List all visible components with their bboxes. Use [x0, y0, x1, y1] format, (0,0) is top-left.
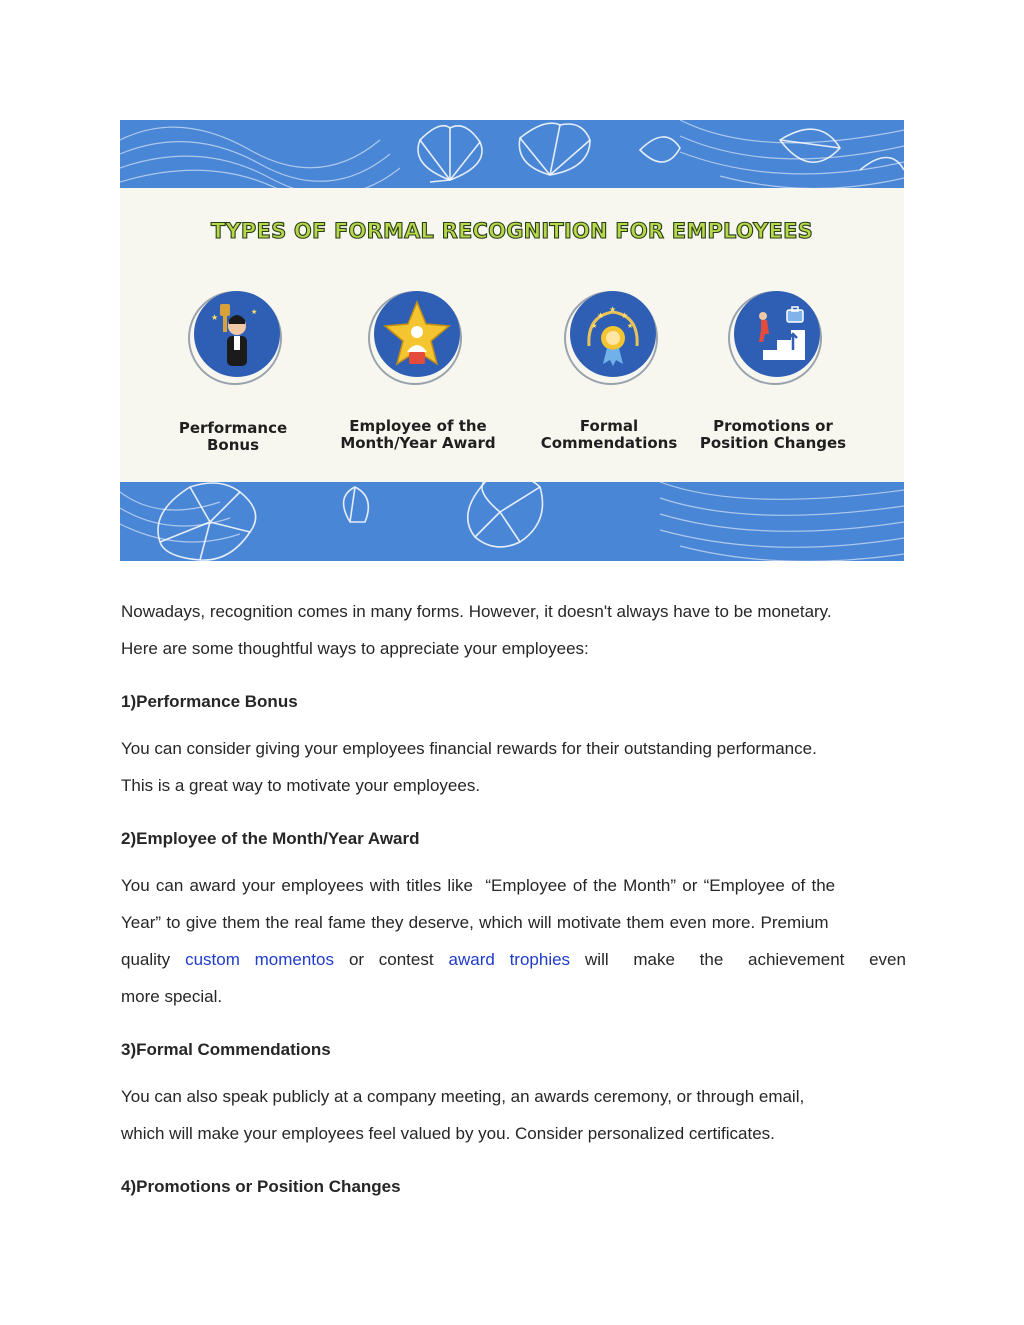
person-holding-trophy-icon — [187, 290, 283, 386]
banner-title: TYPES OF FORMAL RECOGNITION FOR EMPLOYEES — [211, 219, 813, 243]
section-heading-promotions: 4)Promotions or Position Changes — [121, 1177, 401, 1196]
text-line: You can consider giving your employees financial rewards for their outstanding performance. — [121, 739, 817, 758]
leaf-pattern-icon — [120, 482, 904, 561]
badge-label-performance-bonus — [143, 420, 323, 454]
badge-promotions — [727, 290, 823, 386]
text-segment: quality — [121, 950, 171, 969]
badge-performance-bonus — [187, 290, 283, 386]
badge-label-line: Employee of the — [349, 417, 487, 435]
badge-label-line: Month/Year Award — [340, 434, 496, 452]
svg-text:★: ★ — [609, 305, 617, 314]
svg-text:★: ★ — [211, 313, 219, 322]
text-line: which will make your employees feel valued by you. Consider personalized certificates. — [121, 1124, 775, 1143]
text-line: You can also speak publicly at a company meeting, an awards ceremony, or through email, — [121, 1087, 805, 1106]
text-segment: or contest — [348, 950, 434, 969]
badge-label-line: Bonus — [206, 436, 260, 454]
badge-label-line: Commendations — [540, 434, 678, 452]
recognition-infographic — [120, 120, 904, 561]
bottom-leaf-band — [120, 482, 904, 561]
text-line — [121, 904, 906, 941]
climbing-stairs-briefcase-icon — [727, 290, 823, 386]
svg-text:★: ★ — [621, 311, 629, 320]
text-line: Here are some thoughtful ways to appreciate your employees: — [121, 639, 589, 658]
section-heading-employee-award: 2)Employee of the Month/Year Award — [121, 829, 420, 848]
text-line — [121, 941, 906, 978]
text-line: more special. — [121, 987, 223, 1006]
svg-text:★: ★ — [597, 311, 605, 320]
text-line: Nowadays, recognition comes in many forms. However, it doesn't always have to be monetary. — [121, 602, 832, 621]
intro-paragraph — [121, 593, 905, 667]
svg-text:★: ★ — [627, 322, 634, 330]
award-trophies-link[interactable]: award trophies — [448, 950, 571, 969]
section-heading-performance-bonus: 1)Performance Bonus — [121, 692, 298, 711]
custom-momentos-link[interactable]: custom momentos — [185, 950, 334, 969]
badge-label-line: Position Changes — [699, 434, 847, 452]
svg-text:★: ★ — [591, 322, 598, 330]
badge-label-promotions — [683, 418, 863, 452]
award-ribbon-stars-icon — [563, 290, 659, 386]
text-segment: will make the achievement even — [585, 950, 906, 969]
badge-label-line: Performance — [178, 419, 288, 437]
text-segment: You can award your employees with titles like “Employee of the Month” or “Employee of the — [121, 876, 836, 895]
text-line: This is a great way to motivate your employees. — [121, 776, 481, 795]
section-heading-formal-commendations: 3)Formal Commendations — [121, 1040, 331, 1059]
svg-text:★: ★ — [251, 308, 258, 316]
badge-employee-award — [367, 290, 463, 386]
top-leaf-band — [120, 120, 904, 188]
star-person-icon — [367, 290, 463, 386]
badge-label-formal-commendations — [519, 418, 699, 452]
section-body-formal-commendations — [121, 1078, 905, 1152]
text-segment: Year” to give them the real fame they deserve, which will motivate them even more. Premium — [121, 913, 829, 932]
badge-label-line: Promotions or — [713, 417, 833, 435]
section-body-employee-award — [121, 867, 906, 1015]
badge-formal-commendations — [563, 290, 659, 386]
badge-label-line: Formal — [579, 417, 639, 435]
section-body-performance-bonus — [121, 730, 905, 804]
text-line — [121, 867, 906, 904]
leaf-pattern-icon — [120, 120, 904, 188]
badge-label-employee-award — [328, 418, 508, 452]
